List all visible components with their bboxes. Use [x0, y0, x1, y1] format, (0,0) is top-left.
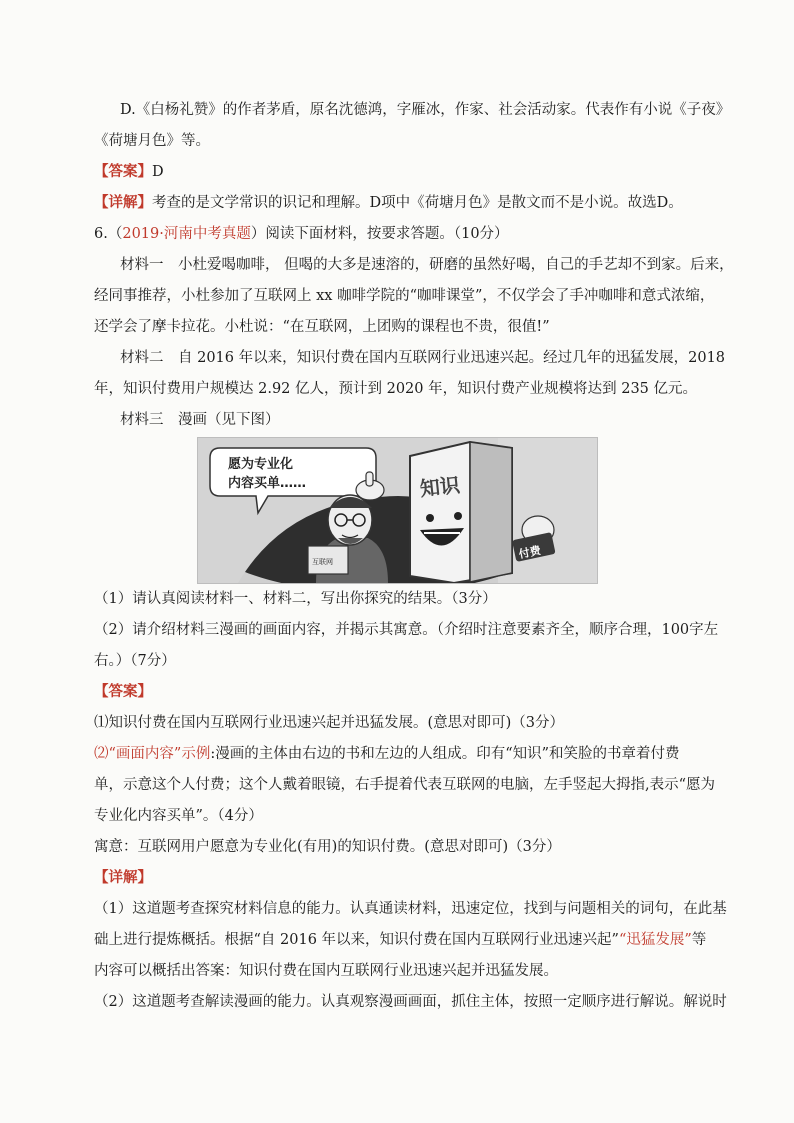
detail-1-line2-end: 等: [691, 932, 707, 948]
material-1-line1: 材料一 小杜爱喝咖啡， 但喝的大多是速溶的，研磨的虽然好喝，自己的手艺却不到家。后来，: [120, 257, 734, 273]
answer-2-line2: 单，示意这个人付费；这个人戴着眼镜，右手提着代表互联网的电脑，左手竖起大拇指,表示“愿为: [94, 777, 716, 793]
detail-1-line3: 内容可以概括出答案：知识付费在国内互联网行业迅速兴起并迅猛发展。: [94, 963, 558, 979]
answer-line: [94, 161, 164, 183]
detail-heading: [94, 867, 152, 889]
laptop: [308, 546, 348, 574]
detail-2-line1: （2）这道题考查解读漫画的能力。认真观察漫画画面，抓住主体，按照一定顺序进行解说。解说时: [94, 994, 727, 1010]
answer-2-label: ⑵“画面内容”示例: [94, 746, 211, 762]
answer-text: D: [152, 164, 164, 180]
answer-2-line3: 专业化内容买单”。（4分）: [94, 808, 263, 824]
question-source: 2019·河南中考真题: [122, 226, 251, 242]
detail-text: 考查的是文学常识的识记和理解。D项中《荷塘月色》是散文而不是小说。故选D。: [152, 195, 683, 211]
question-number: 6.（: [94, 226, 123, 242]
answer-2-line1: [94, 743, 680, 765]
sub-question-2-line2: 右。）（7分）: [94, 653, 176, 669]
material-2-line1: 材料二 自 2016 年以来，知识付费在国内互联网行业迅速兴起。经过几年的迅猛发展，2018: [120, 350, 726, 366]
answer-heading-tag: 【答案】: [94, 683, 152, 700]
detail-line: [94, 192, 683, 214]
laptop-label: 互联网: [312, 558, 333, 566]
sub-question-2-line1: （2）请介绍材料三漫画的画面内容，并揭示其寓意。（介绍时注意要素齐全，顺序合理，100字左: [94, 622, 719, 638]
option-d-line1: D.《白杨礼赞》的作者茅盾，原名沈德鸿，字雁冰，作家、社会活动家。代表作有小说《子夜》: [120, 102, 731, 118]
sub-question-1: （1）请认真阅读材料一、材料二，写出你探究的结果。（3分）: [94, 591, 497, 607]
detail-1-line2: [94, 929, 706, 951]
speech-line-1: 愿为专业化: [228, 457, 294, 472]
detail-1-highlight: “迅猛发展”: [618, 932, 692, 948]
material-3-line: 材料三 漫画（见下图）: [120, 412, 280, 428]
option-d-line2: 《荷塘月色》等。: [94, 133, 210, 149]
answer-1: ⑴知识付费在国内互联网行业迅速兴起并迅猛发展。(意思对即可)（3分）: [94, 715, 565, 731]
knowledge-book: [410, 442, 512, 583]
question-prompt: ）阅读下面材料，按要求答题。（10分）: [250, 226, 509, 242]
material-2-line2: 年，知识付费用户规模达 2.92 亿人，预计到 2020 年，知识付费产业规模将达到 235 亿元。: [94, 381, 698, 397]
detail-heading-tag: 【详解】: [94, 869, 152, 886]
answer-tag: 【答案】: [94, 163, 152, 180]
detail-1-line1: （1）这道题考查探究材料信息的能力。认真通读材料，迅速定位，找到与问题相关的词句，在此基: [94, 901, 727, 917]
answer-heading: [94, 681, 152, 703]
answer-meaning: 寓意：互联网用户愿意为专业化(有用)的知识付费。(意思对即可)（3分）: [94, 839, 561, 855]
question-6-header: [94, 223, 509, 245]
answer-2-text: :漫画的主体由右边的书和左边的人组成。印有“知识”和笑脸的书章着付费: [210, 746, 680, 762]
material-1-line2: 经同事推荐，小杜参加了互联网上 xx 咖啡学院的“咖啡课堂”，不仅学会了手冲咖啡和意式浓缩，: [94, 288, 715, 304]
speech-line-2: 内容买单……: [228, 476, 307, 491]
book-title: 知识: [418, 472, 462, 501]
material-1-line3: 还学会了摩卡拉花。小杜说：“在互联网，上团购的课程也不贵，很值!”: [94, 319, 550, 335]
detail-tag: 【详解】: [94, 194, 152, 211]
payment-tag-label: 付费: [517, 543, 542, 562]
comic-image: [197, 437, 598, 584]
detail-1-line2-text: 础上进行提炼概括。根据“自 2016 年以来，知识付费在国内互联网行业迅速兴起”: [94, 932, 619, 948]
